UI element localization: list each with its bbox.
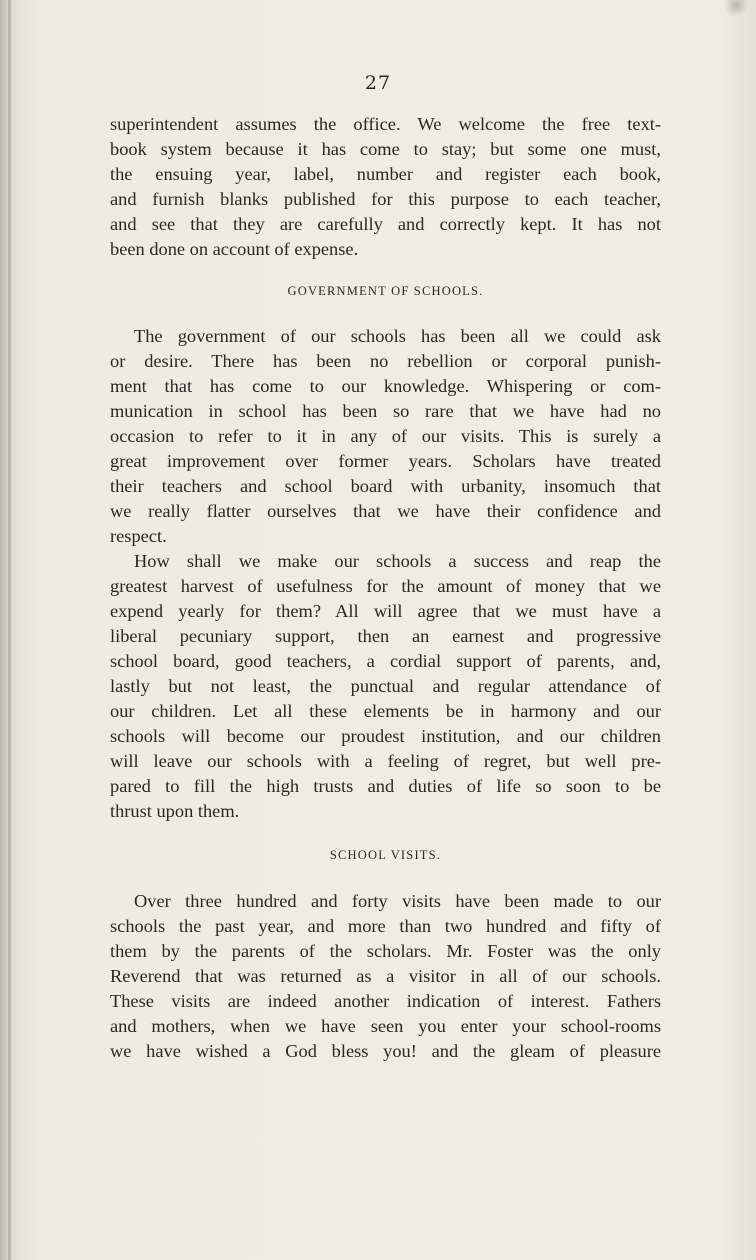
text-line: their teachers and school board with urbanity, insomuch that [110,476,661,496]
body-text [110,112,661,1064]
text-line: lastly but not least, the punctual and regular attendance of [110,676,661,696]
text-line: respect. [110,526,167,546]
section-heading-visits: SCHOOL VISITS. [329,848,442,862]
text-line: The government of our schools has been all we could ask [134,326,661,346]
book-spine-shadow [8,0,11,1260]
text-line: book system because it has come to stay; but some one must, [110,139,661,159]
text-line: These visits are indeed another indication of interest. Fathers [110,991,661,1011]
text-line: we really flatter ourselves that we have their confidence and [110,501,661,521]
paragraph-intro [110,112,661,262]
text-line: Reverend that was returned as a visitor in all of our schools. [110,966,661,986]
text-line: superintendent assumes the office. We welcome the free text- [110,114,661,134]
text-line: and mothers, when we have seen you enter your school-rooms [110,1016,661,1036]
text-line: occasion to refer to it in any of our visits. This is surely a [110,426,661,446]
text-line: greatest harvest of usefulness for the amount of money that we [110,576,661,596]
text-line: them by the parents of the scholars. Mr. Foster was the only [110,941,661,961]
text-line: pared to fill the high trusts and duties of life so soon to be [110,776,661,796]
text-line: and furnish blanks published for this purpose to each teacher, [110,189,661,209]
text-line: our children. Let all these elements be in harmony and our [110,701,661,721]
text-line: expend yearly for them? All will agree that we must have a [110,601,661,621]
paragraph-government-2 [110,549,661,824]
page-number: 27 [364,72,392,94]
text-line: schools will become our proudest institution, and our children [110,726,661,746]
paragraph-government-1 [110,324,661,549]
corner-smudge [716,0,756,20]
text-line: schools the past year, and more than two hundred and fifty of [110,916,661,936]
text-line: Over three hundred and forty visits have been made to our [134,891,661,911]
text-line: great improvement over former years. Scholars have treated [110,451,661,471]
text-line: ment that has come to our knowledge. Whispering or com- [110,376,661,396]
text-line: liberal pecuniary support, then an earnest and progressive [110,626,661,646]
text-line: been done on account of expense. [110,239,359,259]
text-line: thrust upon them. [110,801,240,821]
text-line: and see that they are carefully and correctly kept. It has not [110,214,661,234]
text-line: will leave our schools with a feeling of regret, but well pre- [110,751,661,771]
section-heading-government: GOVERNMENT OF SCHOOLS. [287,284,484,298]
text-line: school board, good teachers, a cordial support of parents, and, [110,651,661,671]
text-line: or desire. There has been no rebellion or corporal punish- [110,351,661,371]
text-line: we have wished a God bless you! and the gleam of pleasure [110,1041,661,1061]
text-line: the ensuing year, label, number and register each book, [110,164,661,184]
text-line: munication in school has been so rare that we have had no [110,401,661,421]
paragraph-visits [110,889,661,1064]
text-line: How shall we make our schools a success and reap the [134,551,661,571]
